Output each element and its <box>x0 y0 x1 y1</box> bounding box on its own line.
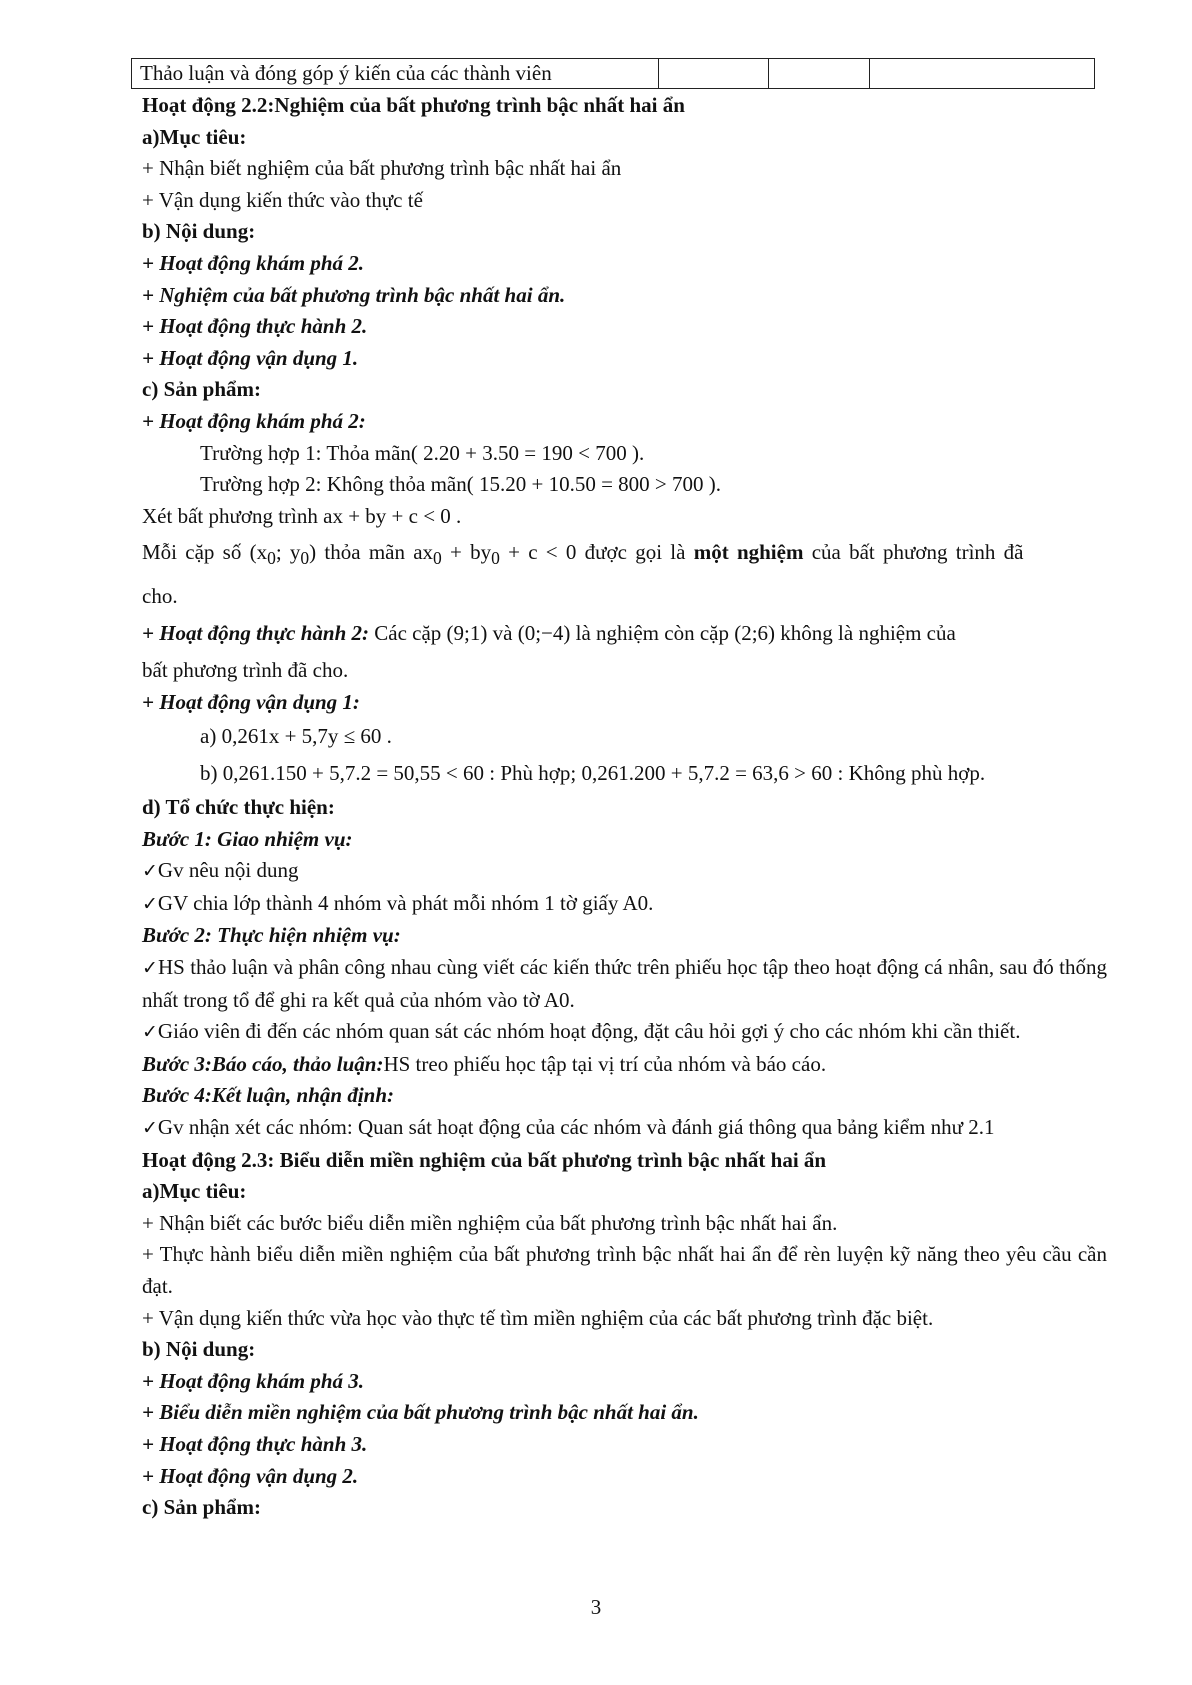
apply-a: a) 0,261x + 5,7y ≤ 60 . <box>200 724 392 749</box>
objective-item: + Vận dụng kiến thức vào thực tế <box>142 187 423 212</box>
step-3-line <box>142 1049 1107 1081</box>
content-item: + Hoạt động thực hành 3. <box>142 1431 368 1456</box>
product-heading: c) Sản phẩm: <box>142 1495 262 1520</box>
subscript: 0 <box>491 548 500 569</box>
objective-item: + Vận dụng kiến thức vừa học vào thực tế tìm miền nghiệm của các bất phương trình đặc biệt. <box>142 1305 934 1330</box>
subscript: 0 <box>267 548 276 569</box>
objective-heading: a)Mục tiêu: <box>142 1179 247 1204</box>
table-cell <box>659 59 769 89</box>
table-cell-criteria: Thảo luận và đóng góp ý kiến của các thành viên <box>132 59 659 89</box>
definition-text: ; y <box>275 540 301 565</box>
apply-label: + Hoạt động vận dụng 1: <box>142 689 360 714</box>
apply-b: b) 0,261.150 + 5,7.2 = 50,55 < 60 : Phù hợp; 0,261.200 + 5,7.2 = 63,6 > 60 : Không phù hợp. <box>200 761 986 786</box>
table-cell <box>769 59 870 89</box>
definition-text: + c < 0 được gọi là <box>499 540 694 565</box>
content-item: + Hoạt động thực hành 2. <box>142 314 368 339</box>
organize-heading: d) Tổ chức thực hiện: <box>142 795 335 820</box>
check-icon: ✓ <box>142 860 158 883</box>
section-title-2-2: Hoạt động 2.2:Nghiệm của bất phương trình bậc nhất hai ẩn <box>142 93 685 117</box>
step-3-text: HS treo phiếu học tập tại vị trí của nhóm và báo cáo. <box>383 1051 827 1076</box>
step-4-heading: Bước 4:Kết luận, nhận định: <box>142 1083 394 1108</box>
case-2: Trường hợp 2: Không thỏa mãn( 15.20 + 10.50 = 800 > 700 ). <box>200 472 722 497</box>
definition-text: + by <box>441 540 492 565</box>
content-heading: b) Nội dung: <box>142 219 256 244</box>
content-item: + Biểu diễn miền nghiệm của bất phương trình bậc nhất hai ẩn. <box>142 1400 699 1425</box>
step-2-heading: Bước 2: Thực hiện nhiệm vụ: <box>142 923 401 948</box>
product-item: + Hoạt động khám phá 2: <box>142 408 366 433</box>
subscript: 0 <box>300 548 310 569</box>
objective-item: + Nhận biết các bước biểu diễn miền nghiệm của bất phương trình bậc nhất hai ẩn. <box>142 1210 838 1235</box>
consider-inequality: Xét bất phương trình ax + by + c < 0 . <box>142 503 462 528</box>
content-item: + Hoạt động khám phá 2. <box>142 250 365 275</box>
step-2-item: ✓HS thảo luận và phân công nhau cùng viết các kiến thức trên phiếu học tập theo hoạt động cá nhân, sau đó thống nhất trong tổ để ghi ra kết quả của nhóm vào tờ A0. <box>142 955 1107 1012</box>
step-1-item: ✓GV chia lớp thành 4 nhóm và phát mỗi nhóm 1 tờ giấy A0. <box>142 890 654 915</box>
objective-item: + Thực hành biểu diễn miền nghiệm của bất phương trình bậc nhất hai ẩn để rèn luyện kỹ năng theo yêu cầu cần đạt. <box>142 1242 1107 1298</box>
practice-text: Các cặp (9;1) và (0;−4) là nghiệm còn cặp (2;6) không là nghiệm của <box>369 620 956 645</box>
step-1-heading: Bước 1: Giao nhiệm vụ: <box>142 826 353 851</box>
solution-definition <box>142 532 1107 578</box>
evaluation-table-row <box>131 58 1095 89</box>
product-heading: c) Sản phẩm: <box>142 377 262 402</box>
practice-line <box>142 613 1107 653</box>
check-icon: ✓ <box>142 1021 158 1044</box>
subscript: 0 <box>433 548 442 569</box>
practice-label: + Hoạt động thực hành 2: <box>142 620 370 645</box>
content-item: + Hoạt động vận dụng 1. <box>142 345 359 370</box>
step-4-item: ✓Gv nhận xét các nhóm: Quan sát hoạt động của các nhóm và đánh giá thông qua bảng kiểm như 2.1 <box>142 1115 995 1140</box>
definition-end: cho. <box>142 583 178 608</box>
definition-text: Mỗi cặp số (x <box>142 540 268 565</box>
step-2-item: ✓Giáo viên đi đến các nhóm quan sát các nhóm hoạt động, đặt câu hỏi gợi ý cho các nhóm khi cần thiết. <box>142 1019 1021 1044</box>
case-1: Trường hợp 1: Thỏa mãn( 2.20 + 3.50 = 190 < 700 ). <box>200 440 645 465</box>
section-title-2-3: Hoạt động 2.3: Biểu diễn miền nghiệm của bất phương trình bậc nhất hai ẩn <box>142 1147 827 1172</box>
check-icon: ✓ <box>142 957 159 980</box>
content-item: + Hoạt động vận dụng 2. <box>142 1463 359 1488</box>
content-item: + Hoạt động khám phá 3. <box>142 1368 365 1393</box>
step-3-label: Bước 3:Báo cáo, thảo luận: <box>142 1051 384 1076</box>
step-1-item: ✓Gv nêu nội dung <box>142 858 299 883</box>
definition-text: ) thỏa mãn ax <box>309 540 434 565</box>
objective-item: + Nhận biết nghiệm của bất phương trình bậc nhất hai ẩn <box>142 156 622 181</box>
check-icon: ✓ <box>142 1117 158 1140</box>
table-cell <box>870 59 1095 89</box>
definition-bold: một nghiệm <box>693 540 804 565</box>
content-item: + Nghiệm của bất phương trình bậc nhất hai ẩn. <box>142 282 566 307</box>
page-number: 3 <box>590 1595 602 1619</box>
document-body <box>142 90 1107 1524</box>
definition-text: của bất phương trình đã <box>803 540 1024 565</box>
practice-end: bất phương trình đã cho. <box>142 657 349 682</box>
check-icon: ✓ <box>142 892 158 915</box>
objective-heading: a)Mục tiêu: <box>142 124 247 149</box>
content-heading: b) Nội dung: <box>142 1337 256 1362</box>
